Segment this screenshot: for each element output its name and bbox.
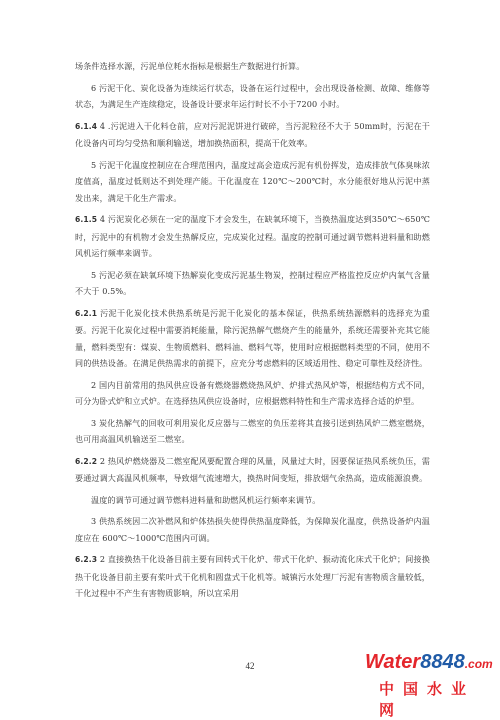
- paragraph-text: 4 .污泥进入干化料仓前，应对污泥泥饼进行破碎，当污泥粒径不大于 50mm时，污泥在干化设备内可均匀受热和顺利输送，增加换热面积，提高干化效率。: [75, 120, 430, 148]
- paragraph: [75, 267, 430, 300]
- paragraph-text: 场条件选择水源，污泥单位耗水指标是根据生产数据进行折算。: [75, 61, 305, 71]
- paragraph-text: 5 污泥必须在缺氧环境下热解炭化变成污泥基生物炭，控制过程应严格监控反应炉内氧气含量不大于 0.5%。: [75, 269, 430, 296]
- paragraph: [75, 157, 430, 207]
- paragraph-text: 2 热风炉燃烧器及二燃室配风要配置合理的风量，风量过大时，因要保证热风系统负压，需要通过调大高温风机频率，导致烟气流速增大，换热时间变短，排放烟气余热高，造成能源浪费。: [75, 455, 430, 483]
- paragraph: [75, 492, 430, 509]
- clause-number: 6.1.4: [75, 121, 98, 131]
- page-number: 42: [245, 661, 255, 671]
- clause-number: 6.2.3: [75, 555, 98, 564]
- paragraph-text: 3 供热系统因二次补燃风和炉体热损失使得供热温度降低，为保障炭化温度，供热设备炉内温度应在 600℃～1000℃范围内可调。: [75, 516, 430, 543]
- clause-number: 6.1.5: [75, 215, 98, 224]
- paragraph-text: 2 国内目前常用的热风供应设备有燃烧器燃烧热风炉、炉排式热风炉等，根据结构方式不同，可分为卧式炉和立式炉。在选择热风供应设备时，应根据燃料特性和生产需求选择合适的炉型。: [75, 379, 430, 406]
- paragraph-text: 3 炭化热解气的回收可利用炭化反应器与二燃室的负压差将其直接引送到热风炉二燃室燃烧，也可用高温风机输送至二燃室。: [75, 417, 430, 444]
- paragraph: [75, 58, 430, 75]
- paragraph: [75, 415, 430, 448]
- paragraph-text: 污泥干化炭化技术供热系统是污泥干化炭化的基本保证，供热系统热源燃料的选择充为重要。污泥干化炭化过程中需要消耗能量，除污泥热解气燃烧产生的能量外，系统还需要补充其它能量，燃料类型有：煤炭、生物质燃料、燃料油、燃料气等，使用时应根据燃料类型的不同，使用不同的供热设备。在满足供热需求的前提下，应充分考虑燃料的区域适用性、稳定可靠性及经济性。: [75, 307, 430, 368]
- logo-brand: [365, 651, 495, 675]
- paragraph: [75, 513, 430, 546]
- paragraph-text: 5 污泥干化温度控制应在合理范围内，温度过高会造成污泥有机份挥发，造成排放气体臭味浓度值高，温度过低则达不到处理产能。干化温度在 120℃～200℃时，水分能很好地从污泥中蒸发出来，满足干化生产需求。: [75, 159, 430, 203]
- logo-digits: 8848: [420, 651, 465, 673]
- paragraph-text: 温度的调节可通过调节燃料进料量和助燃风机运行频率来调节。: [91, 494, 321, 505]
- paragraph: [75, 453, 430, 487]
- watermark-logo: [365, 651, 495, 719]
- paragraph-text: 4 污泥炭化必须在一定的温度下才会发生，在缺氧环境下，当换热温度达到350℃～650℃时，污泥中的有机物才会发生热解反应，完成炭化过程。温度的控制可通过调节燃料进料量和助燃风机运行频率来调节。: [75, 214, 430, 258]
- paragraph: [75, 80, 430, 113]
- paragraph: [75, 305, 430, 372]
- logo-suffix: .com: [464, 657, 493, 671]
- logo-word: Water: [365, 651, 421, 673]
- paragraph: [75, 377, 430, 410]
- logo-chinese-name: 中国水业网: [379, 680, 476, 719]
- paragraph: [75, 118, 430, 152]
- clause-number: 6.2.2: [75, 456, 98, 466]
- paragraph-text: 2 直接换热干化设备目前主要有回转式干化炉、带式干化炉、振动流化床式干化炉；间接换热干化设备目前主要有桨叶式干化机和圆盘式干化机等。城镇污水处理厂污泥有害物质含量较低，干化过程中不产生有害物质影响，所以宜采用: [75, 554, 430, 598]
- body-text: [75, 58, 430, 607]
- paragraph-text: 6 污泥干化、炭化设备为连续运行状态，设备在运行过程中，会出现设备检测、故障、维修等状态，为满足生产连续稳定，设备设计要求年运行时长不小于7200 小时。: [75, 82, 430, 109]
- paragraph: [75, 211, 430, 262]
- clause-number: 6.2.1: [75, 308, 98, 318]
- paragraph: [75, 551, 430, 602]
